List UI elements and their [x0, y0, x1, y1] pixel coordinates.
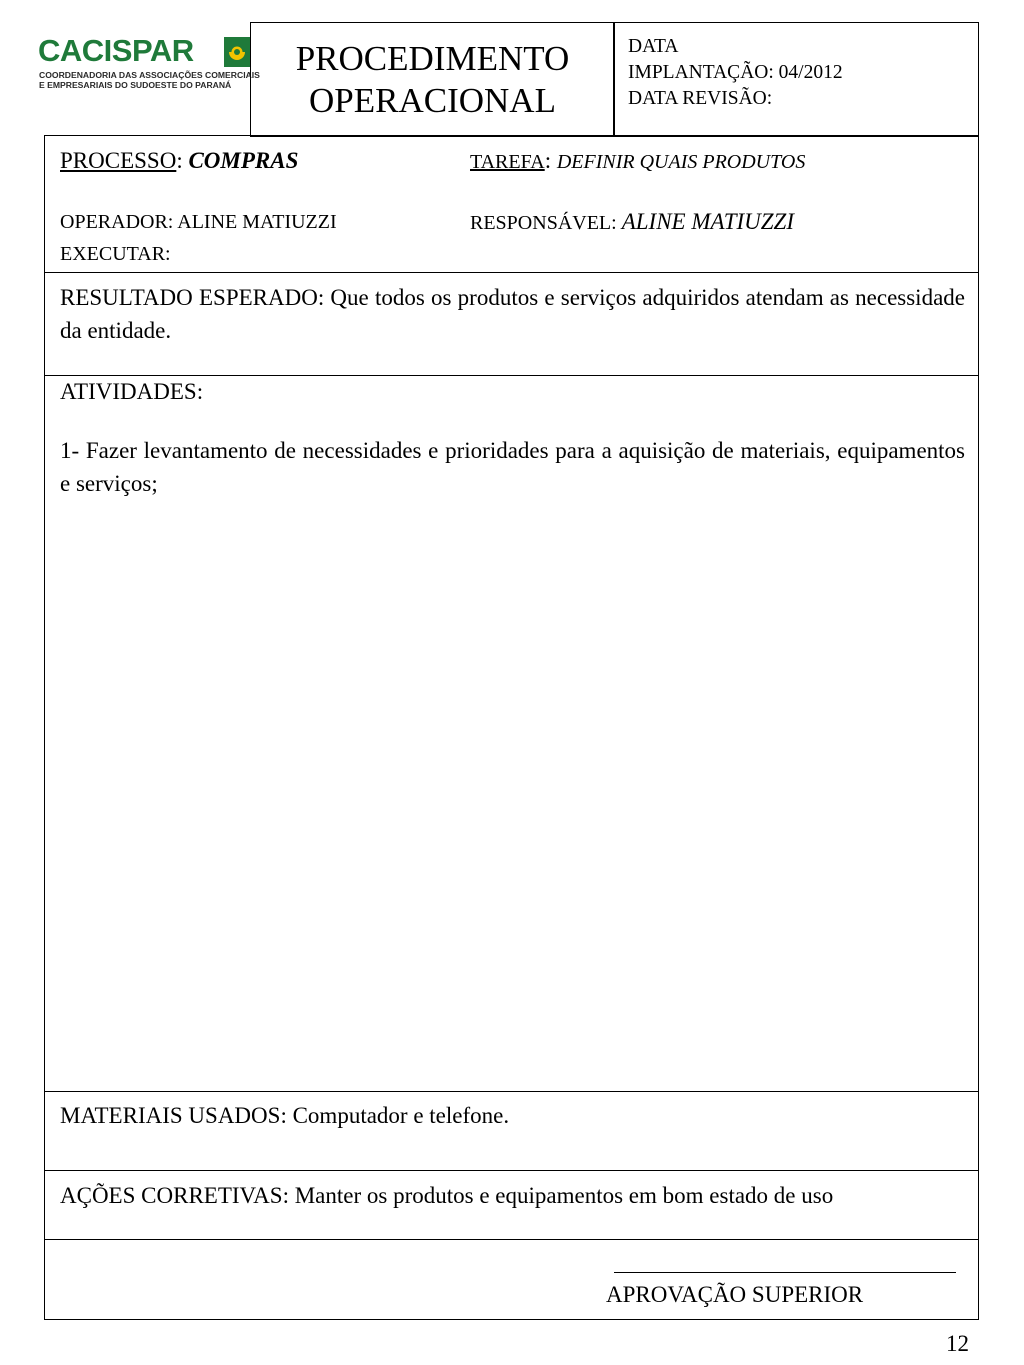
- process-label: PROCESSO: [60, 148, 177, 173]
- implantation-date: IMPLANTAÇÃO: 04/2012: [628, 62, 843, 83]
- task-colon: :: [544, 148, 552, 173]
- date-label: DATA: [628, 36, 679, 57]
- process-value: COMPRAS: [188, 148, 299, 173]
- divider-process: [44, 272, 979, 273]
- materials-used: MATERIAIS USADOS: Computador e telefone.: [60, 1103, 510, 1128]
- task-value: DEFINIR QUAIS PRODUTOS: [556, 151, 806, 173]
- responsible-value: ALINE MATIUZZI: [621, 209, 795, 234]
- logo-subtitle-line2: E EMPRESARIAIS DO SUDOESTE DO PARANÁ: [39, 80, 232, 90]
- responsible-label: RESPONSÁVEL:: [470, 212, 617, 234]
- operator-field: OPERADOR: ALINE MATIUZZI: [60, 211, 337, 233]
- date-info-box: [613, 22, 979, 137]
- title-line1: PROCEDIMENTO: [295, 38, 570, 78]
- sun-swirl-icon: [224, 37, 250, 67]
- activity-item: 1- Fazer levantamento de necessidades e prioridades para a aquisição de materiais, equipamentos e serviços;: [60, 438, 965, 496]
- logo-subtitle-line1: COORDENADORIA DAS ASSOCIAÇÕES COMERCIAIS: [39, 70, 260, 80]
- revision-date: DATA REVISÃO:: [628, 88, 773, 109]
- divider-activities: [44, 1091, 979, 1092]
- activities-heading: ATIVIDADES:: [60, 379, 204, 404]
- task-field: [470, 146, 805, 177]
- divider-materials: [44, 1170, 979, 1171]
- title-line2: OPERACIONAL: [309, 80, 556, 120]
- corrective-actions: AÇÕES CORRETIVAS: Manter os produtos e equipamentos em bom estado de uso: [60, 1183, 834, 1208]
- task-label: TAREFA: [470, 151, 545, 173]
- process-field: [60, 146, 298, 176]
- signature-line: [614, 1272, 956, 1273]
- responsible-field: [470, 207, 794, 238]
- organization-logo: [38, 33, 260, 94]
- divider-result: [44, 375, 979, 376]
- page-number: 12: [946, 1331, 969, 1356]
- process-colon: :: [176, 148, 183, 173]
- approval-label: APROVAÇÃO SUPERIOR: [606, 1282, 864, 1307]
- expected-result: RESULTADO ESPERADO: Que todos os produtos e serviços adquiridos atendam as necessidade da entidade.: [60, 285, 965, 343]
- executar-label: EXECUTAR:: [60, 243, 171, 265]
- divider-actions: [44, 1239, 979, 1240]
- logo-wordmark: CACISPAR: [38, 33, 194, 68]
- document-title-box: [250, 22, 615, 137]
